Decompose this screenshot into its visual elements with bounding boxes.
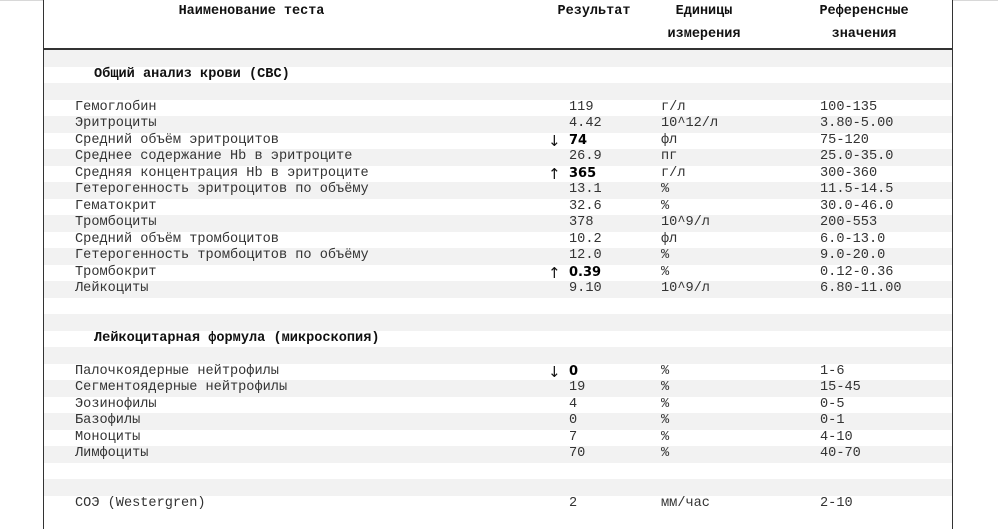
reference-range: 25.0-35.0 [820, 149, 894, 164]
table-row [44, 364, 952, 381]
header-ref-line2: значения [831, 27, 897, 42]
test-name: Тромбоциты [75, 215, 157, 230]
unit-value: 10^12/л [661, 116, 719, 131]
section-header-row [44, 67, 952, 84]
result-value: 12.0 [569, 248, 602, 263]
section-title: Общий анализ крови (CBC) [94, 66, 290, 82]
reference-range: 40-70 [820, 446, 861, 461]
unit-value: % [661, 380, 670, 395]
table-row [44, 182, 952, 199]
spacer-row [44, 347, 952, 364]
result-value: 0 [569, 363, 579, 379]
reference-range: 6.0-13.0 [820, 231, 886, 247]
reference-range: 0-1 [820, 413, 845, 428]
unit-value: % [661, 248, 670, 263]
test-name: Гетерогенность тромбоцитов по объёму [75, 248, 369, 263]
table-row [44, 380, 952, 397]
result-value: 0 [569, 413, 578, 428]
test-name: Гемоглобин [75, 99, 157, 115]
reference-range: 100-135 [820, 99, 878, 115]
reference-range: 6.80-11.00 [820, 281, 902, 296]
lab-report-page [43, 0, 953, 529]
test-name: Средний объём эритроцитов [75, 132, 279, 148]
table-row [44, 446, 952, 463]
reference-range: 15-45 [820, 380, 861, 395]
flag-icon: ↑ [548, 263, 561, 282]
reference-range: 11.5-14.5 [820, 182, 894, 197]
test-name: СОЭ (Westergren) [75, 495, 206, 511]
unit-value: % [661, 182, 670, 197]
result-value: 13.1 [569, 182, 602, 197]
unit-value: % [661, 413, 670, 428]
table-row [44, 430, 952, 447]
table-row [44, 265, 952, 282]
header-result: Результат [557, 4, 631, 19]
table-row [44, 248, 952, 265]
unit-value: % [661, 429, 670, 445]
table-row [44, 496, 952, 513]
test-name: Средний объём тромбоцитов [75, 231, 279, 247]
reference-range: 0.12-0.36 [820, 264, 894, 280]
flag-icon: ↓ [548, 362, 561, 381]
result-value: 74 [569, 132, 588, 148]
unit-value: пг [661, 149, 678, 164]
spacer-row [44, 479, 952, 496]
result-value: 378 [569, 215, 594, 230]
table-row [44, 232, 952, 249]
result-value: 0.39 [569, 264, 602, 280]
result-value: 26.9 [569, 149, 602, 164]
result-value: 365 [569, 165, 597, 181]
table-header [44, 0, 952, 50]
reference-range: 1-6 [820, 363, 845, 379]
unit-value: фл [661, 231, 678, 247]
spacer-row [44, 314, 952, 331]
unit-value: г/л [661, 99, 686, 115]
table-row [44, 149, 952, 166]
table-row [44, 133, 952, 150]
unit-value: % [661, 396, 670, 412]
header-units-line2: измерения [667, 27, 741, 42]
table-row [44, 116, 952, 133]
results-table [44, 50, 952, 512]
test-name: Лимфоциты [75, 446, 149, 461]
spacer-row [44, 463, 952, 480]
unit-value: мм/час [661, 495, 710, 511]
unit-value: фл [661, 132, 678, 148]
section-title: Лейкоцитарная формула (микроскопия) [94, 330, 380, 346]
flag-icon: ↑ [548, 164, 561, 183]
header-ref-line1: Референсные [819, 4, 909, 19]
result-value: 7 [569, 429, 578, 445]
reference-range: 9.0-20.0 [820, 248, 886, 263]
reference-range: 30.0-46.0 [820, 198, 894, 214]
spacer-row [44, 298, 952, 315]
result-value: 4.42 [569, 116, 602, 131]
table-row [44, 166, 952, 183]
reference-range: 200-553 [820, 215, 878, 230]
test-name: Палочкоядерные нейтрофилы [75, 363, 279, 379]
header-test-name: Наименование теста [178, 4, 325, 19]
reference-range: 4-10 [820, 429, 853, 445]
test-name: Среднее содержание Hb в эритроците [75, 149, 353, 164]
table-row [44, 397, 952, 414]
unit-value: 10^9/л [661, 281, 710, 296]
reference-range: 2-10 [820, 495, 853, 511]
result-value: 32.6 [569, 198, 602, 214]
result-value: 2 [569, 495, 578, 511]
reference-range: 300-360 [820, 165, 878, 181]
test-name: Тромбокрит [75, 264, 157, 280]
result-value: 4 [569, 396, 578, 412]
section-header-row [44, 331, 952, 348]
table-row [44, 199, 952, 216]
reference-range: 3.80-5.00 [820, 116, 894, 131]
unit-value: г/л [661, 165, 686, 181]
result-value: 19 [569, 380, 586, 395]
result-value: 10.2 [569, 231, 602, 247]
table-row [44, 281, 952, 298]
test-name: Базофилы [75, 413, 141, 428]
table-row [44, 413, 952, 430]
test-name: Эозинофилы [75, 396, 157, 412]
unit-value: % [661, 446, 670, 461]
test-name: Сегментоядерные нейтрофилы [75, 380, 288, 395]
unit-value: % [661, 264, 670, 280]
unit-value: % [661, 363, 670, 379]
unit-value: % [661, 198, 670, 214]
test-name: Лейкоциты [75, 281, 149, 296]
result-value: 9.10 [569, 281, 602, 296]
spacer-row [44, 50, 952, 67]
unit-value: 10^9/л [661, 215, 710, 230]
test-name: Эритроциты [75, 116, 157, 131]
result-value: 70 [569, 446, 586, 461]
test-name: Гематокрит [75, 198, 157, 214]
test-name: Гетерогенность эритроцитов по объёму [75, 182, 369, 197]
test-name: Моноциты [75, 429, 141, 445]
reference-range: 75-120 [820, 132, 869, 148]
spacer-row [44, 83, 952, 100]
header-units-line1: Единицы [675, 4, 733, 19]
flag-icon: ↓ [548, 131, 561, 150]
test-name: Средняя концентрация Hb в эритроците [75, 165, 369, 181]
result-value: 119 [569, 99, 594, 115]
table-row [44, 100, 952, 117]
reference-range: 0-5 [820, 396, 845, 412]
table-row [44, 215, 952, 232]
